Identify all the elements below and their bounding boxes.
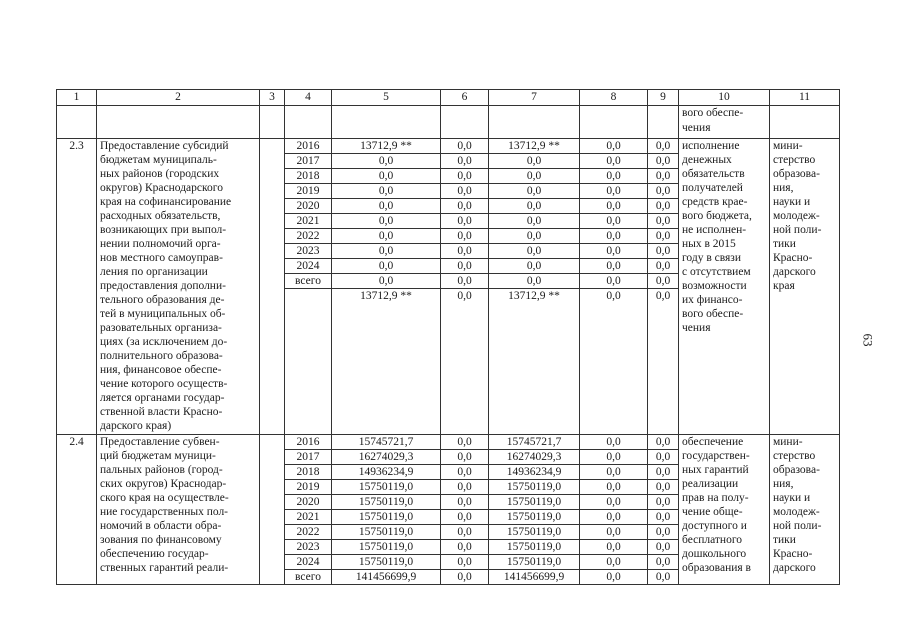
- year-cell: 2017: [285, 154, 332, 169]
- description-line: номочий в области обра-: [100, 520, 222, 532]
- description-line: ственных гарантий реали-: [100, 562, 229, 574]
- value-c6: 0,0: [441, 274, 489, 289]
- empty-cell: [97, 106, 260, 139]
- value-c9: 0,0: [648, 450, 679, 465]
- value-c5: 15750119,0: [332, 480, 441, 495]
- result-line: году в связи: [682, 252, 741, 264]
- activity-description: [97, 435, 260, 585]
- description-line: предоставления дополни-: [100, 280, 226, 292]
- value-c6: 0,0: [441, 525, 489, 540]
- value-c8: 0,0: [580, 169, 648, 184]
- year-cell: 2017: [285, 450, 332, 465]
- value-c5: 0,0: [332, 274, 441, 289]
- responsible-line: ния,: [773, 478, 794, 490]
- description-line: расходных обязательств,: [100, 210, 221, 222]
- year-cell: 2016: [285, 435, 332, 450]
- result-line: бесплатного: [682, 534, 743, 546]
- year-cell: 2021: [285, 214, 332, 229]
- value-c7: 0,0: [489, 214, 580, 229]
- value-c7: 15750119,0: [489, 540, 580, 555]
- value-c5: 15750119,0: [332, 510, 441, 525]
- description-line: полнительного образова-: [100, 350, 223, 362]
- value-c9: 0,0: [648, 184, 679, 199]
- column-number-9: 9: [648, 90, 679, 106]
- year-cell: 2019: [285, 480, 332, 495]
- description-line: ных районов (городских: [100, 168, 220, 180]
- value-c9: 0,0: [648, 244, 679, 259]
- description-line: края на софинансирование: [100, 196, 232, 208]
- result-line: чение обще-: [682, 506, 743, 518]
- value-c7: 13712,9 **: [489, 139, 580, 154]
- result-line: ных гарантий: [682, 464, 749, 476]
- text-line: чения: [682, 122, 711, 134]
- result-line: доступного и: [682, 520, 747, 532]
- value-c9: 0,0: [648, 510, 679, 525]
- description-line: обеспечению государ-: [100, 548, 209, 560]
- value-c5: 0,0: [332, 169, 441, 184]
- extra-c8: 0,0: [580, 289, 648, 435]
- result-line: обеспечение: [682, 436, 744, 448]
- description-line: Предоставление субвен-: [100, 436, 220, 448]
- year-row: [57, 139, 840, 154]
- value-c9: 0,0: [648, 555, 679, 570]
- value-c9: 0,0: [648, 495, 679, 510]
- text-line: вого обеспе-: [682, 107, 744, 119]
- value-c6: 0,0: [441, 259, 489, 274]
- description-line: ских округов) Краснодар-: [100, 478, 227, 490]
- description-line: зования по финансовому: [100, 534, 222, 546]
- empty-cell: [332, 106, 441, 139]
- responsible-line: Красно-: [773, 252, 813, 264]
- value-c9: 0,0: [648, 199, 679, 214]
- value-c8: 0,0: [580, 214, 648, 229]
- value-c5: 15750119,0: [332, 525, 441, 540]
- description-line: нов местного самоуправ-: [100, 252, 223, 264]
- year-cell: всего: [285, 570, 332, 585]
- year-cell: 2023: [285, 540, 332, 555]
- result-line: исполнение: [682, 140, 740, 152]
- extra-c7: 13712,9 **: [489, 289, 580, 435]
- result-line: реализации: [682, 478, 739, 490]
- column-number-8: 8: [580, 90, 648, 106]
- value-c6: 0,0: [441, 244, 489, 259]
- column-number-5: 5: [332, 90, 441, 106]
- value-c7: 0,0: [489, 169, 580, 184]
- value-c8: 0,0: [580, 465, 648, 480]
- header-row: [57, 90, 840, 106]
- responsible-line: дарского: [773, 266, 816, 278]
- value-c7: 15745721,7: [489, 435, 580, 450]
- responsible-line: молодеж-: [773, 506, 820, 518]
- value-c6: 0,0: [441, 465, 489, 480]
- value-c6: 0,0: [441, 435, 489, 450]
- responsible-line: Красно-: [773, 548, 813, 560]
- value-c8: 0,0: [580, 525, 648, 540]
- empty-cell: [260, 435, 285, 585]
- value-c8: 0,0: [580, 274, 648, 289]
- result-line: вого бюджета,: [682, 210, 752, 222]
- result-line: образования в: [682, 562, 751, 574]
- value-c5: 13712,9 **: [332, 139, 441, 154]
- value-c7: 15750119,0: [489, 480, 580, 495]
- empty-cell: [770, 106, 840, 139]
- value-c6: 0,0: [441, 495, 489, 510]
- year-row: [57, 435, 840, 450]
- value-c8: 0,0: [580, 199, 648, 214]
- value-c7: 0,0: [489, 199, 580, 214]
- value-c8: 0,0: [580, 244, 648, 259]
- empty-cell: [489, 106, 580, 139]
- value-c8: 0,0: [580, 435, 648, 450]
- value-c7: 0,0: [489, 244, 580, 259]
- description-line: бюджетам муниципаль-: [100, 154, 217, 166]
- column-number-2: 2: [97, 90, 260, 106]
- value-c8: 0,0: [580, 259, 648, 274]
- value-c5: 15750119,0: [332, 495, 441, 510]
- description-line: циях (за исключением до-: [100, 336, 228, 348]
- value-c7: 15750119,0: [489, 555, 580, 570]
- year-cell: 2024: [285, 555, 332, 570]
- responsible-line: стерство: [773, 450, 816, 462]
- value-c9: 0,0: [648, 259, 679, 274]
- value-c6: 0,0: [441, 169, 489, 184]
- column-number-6: 6: [441, 90, 489, 106]
- responsible-line: молодеж-: [773, 210, 820, 222]
- empty-cell: [285, 289, 332, 435]
- responsible-body: [770, 435, 840, 585]
- result-line: их финансо-: [682, 294, 743, 306]
- value-c7: 16274029,3: [489, 450, 580, 465]
- result-line: средств крае-: [682, 196, 748, 208]
- empty-cell: [580, 106, 648, 139]
- value-c6: 0,0: [441, 555, 489, 570]
- description-line: ского края на осуществле-: [100, 492, 229, 504]
- year-cell: 2020: [285, 495, 332, 510]
- result-line: прав на полу-: [682, 492, 749, 504]
- description-line: разовательных организа-: [100, 322, 222, 334]
- value-c8: 0,0: [580, 495, 648, 510]
- value-c5: 15750119,0: [332, 555, 441, 570]
- value-c6: 0,0: [441, 480, 489, 495]
- year-cell: 2022: [285, 229, 332, 244]
- value-c5: 15750119,0: [332, 540, 441, 555]
- empty-cell: [260, 106, 285, 139]
- description-line: округов) Краснодарского: [100, 182, 223, 194]
- continuation-goal-text: [679, 106, 770, 139]
- result-line: получателей: [682, 182, 743, 194]
- description-line: чение которого осуществ-: [100, 378, 228, 390]
- result-line: денежных: [682, 154, 732, 166]
- result-line: не исполнен-: [682, 224, 747, 236]
- responsible-line: образова-: [773, 464, 820, 476]
- result-line: дошкольного: [682, 548, 747, 560]
- responsible-line: науки и: [773, 492, 811, 504]
- description-line: тельного образования де-: [100, 294, 225, 306]
- responsible-line: тики: [773, 238, 796, 250]
- expected-result: [679, 139, 770, 435]
- year-cell: 2022: [285, 525, 332, 540]
- description-line: ций бюджетам муници-: [100, 450, 216, 462]
- value-c8: 0,0: [580, 510, 648, 525]
- description-line: нении полномочий орга-: [100, 238, 221, 250]
- value-c9: 0,0: [648, 525, 679, 540]
- value-c9: 0,0: [648, 480, 679, 495]
- value-c7: 0,0: [489, 184, 580, 199]
- year-cell: 2018: [285, 169, 332, 184]
- value-c7: 0,0: [489, 274, 580, 289]
- extra-c5: 13712,9 **: [332, 289, 441, 435]
- result-line: с отсутствием: [682, 266, 751, 278]
- responsible-line: тики: [773, 534, 796, 546]
- extra-c9: 0,0: [648, 289, 679, 435]
- year-cell: 2016: [285, 139, 332, 154]
- value-c7: 14936234,9: [489, 465, 580, 480]
- empty-cell: [285, 106, 332, 139]
- value-c9: 0,0: [648, 169, 679, 184]
- value-c9: 0,0: [648, 274, 679, 289]
- activity-number: 2.3: [57, 139, 97, 435]
- value-c5: 0,0: [332, 184, 441, 199]
- value-c6: 0,0: [441, 184, 489, 199]
- value-c6: 0,0: [441, 199, 489, 214]
- description-line: Предоставление субсидий: [100, 140, 229, 152]
- description-line: возникающих при выпол-: [100, 224, 227, 236]
- activity-number: 2.4: [57, 435, 97, 585]
- empty-cell: [57, 106, 97, 139]
- responsible-line: образова-: [773, 168, 820, 180]
- description-line: дарского края): [100, 420, 172, 432]
- description-line: пальных районов (город-: [100, 464, 223, 476]
- year-cell: 2023: [285, 244, 332, 259]
- description-line: ления по организации: [100, 266, 208, 278]
- responsible-line: ния,: [773, 182, 794, 194]
- value-c7: 0,0: [489, 259, 580, 274]
- result-line: вого обеспе-: [682, 308, 744, 320]
- column-number-3: 3: [260, 90, 285, 106]
- value-c8: 0,0: [580, 184, 648, 199]
- value-c9: 0,0: [648, 229, 679, 244]
- extra-c6: 0,0: [441, 289, 489, 435]
- result-line: ных в 2015: [682, 238, 736, 250]
- value-c6: 0,0: [441, 154, 489, 169]
- value-c9: 0,0: [648, 570, 679, 585]
- value-c8: 0,0: [580, 154, 648, 169]
- value-c8: 0,0: [580, 139, 648, 154]
- year-cell: 2024: [285, 259, 332, 274]
- value-c5: 0,0: [332, 214, 441, 229]
- value-c6: 0,0: [441, 229, 489, 244]
- year-cell: 2021: [285, 510, 332, 525]
- page-number: 63: [860, 333, 876, 347]
- result-line: чения: [682, 322, 711, 334]
- value-c7: 0,0: [489, 154, 580, 169]
- empty-cell: [648, 106, 679, 139]
- year-cell: всего: [285, 274, 332, 289]
- value-c8: 0,0: [580, 555, 648, 570]
- empty-cell: [441, 106, 489, 139]
- value-c9: 0,0: [648, 540, 679, 555]
- responsible-line: стерство: [773, 154, 816, 166]
- value-c5: 0,0: [332, 154, 441, 169]
- value-c5: 0,0: [332, 229, 441, 244]
- year-cell: 2019: [285, 184, 332, 199]
- value-c6: 0,0: [441, 540, 489, 555]
- description-line: ния, финансовое обеспе-: [100, 364, 222, 376]
- value-c8: 0,0: [580, 540, 648, 555]
- value-c7: 0,0: [489, 229, 580, 244]
- year-cell: 2018: [285, 465, 332, 480]
- program-activities-table: [56, 89, 840, 585]
- value-c6: 0,0: [441, 450, 489, 465]
- column-number-10: 10: [679, 90, 770, 106]
- value-c5: 141456699,9: [332, 570, 441, 585]
- value-c5: 0,0: [332, 259, 441, 274]
- value-c5: 15745721,7: [332, 435, 441, 450]
- value-c6: 0,0: [441, 139, 489, 154]
- value-c9: 0,0: [648, 435, 679, 450]
- column-number-4: 4: [285, 90, 332, 106]
- responsible-line: мини-: [773, 436, 803, 448]
- value-c8: 0,0: [580, 480, 648, 495]
- value-c9: 0,0: [648, 154, 679, 169]
- column-number-7: 7: [489, 90, 580, 106]
- responsible-line: края: [773, 280, 795, 292]
- value-c6: 0,0: [441, 510, 489, 525]
- continuation-row: [57, 106, 840, 139]
- value-c5: 14936234,9: [332, 465, 441, 480]
- description-line: ляется органами государ-: [100, 392, 225, 404]
- value-c9: 0,0: [648, 214, 679, 229]
- responsible-line: ной поли-: [773, 224, 822, 236]
- description-line: тей в муниципальных об-: [100, 308, 226, 320]
- responsible-line: дарского: [773, 562, 816, 574]
- value-c7: 141456699,9: [489, 570, 580, 585]
- activity-description: [97, 139, 260, 435]
- value-c7: 15750119,0: [489, 495, 580, 510]
- value-c8: 0,0: [580, 450, 648, 465]
- value-c5: 0,0: [332, 199, 441, 214]
- value-c6: 0,0: [441, 214, 489, 229]
- value-c5: 0,0: [332, 244, 441, 259]
- responsible-body: [770, 139, 840, 435]
- column-number-11: 11: [770, 90, 840, 106]
- value-c9: 0,0: [648, 139, 679, 154]
- result-line: обязательств: [682, 168, 745, 180]
- responsible-line: науки и: [773, 196, 811, 208]
- value-c8: 0,0: [580, 229, 648, 244]
- responsible-line: ной поли-: [773, 520, 822, 532]
- value-c5: 16274029,3: [332, 450, 441, 465]
- value-c6: 0,0: [441, 570, 489, 585]
- year-cell: 2020: [285, 199, 332, 214]
- empty-cell: [260, 139, 285, 435]
- value-c7: 15750119,0: [489, 525, 580, 540]
- result-line: возможности: [682, 280, 747, 292]
- result-line: государствен-: [682, 450, 750, 462]
- value-c8: 0,0: [580, 570, 648, 585]
- description-line: ственной власти Красно-: [100, 406, 223, 418]
- description-line: ние государственных пол-: [100, 506, 229, 518]
- value-c9: 0,0: [648, 465, 679, 480]
- expected-result: [679, 435, 770, 585]
- column-number-1: 1: [57, 90, 97, 106]
- value-c7: 15750119,0: [489, 510, 580, 525]
- responsible-line: мини-: [773, 140, 803, 152]
